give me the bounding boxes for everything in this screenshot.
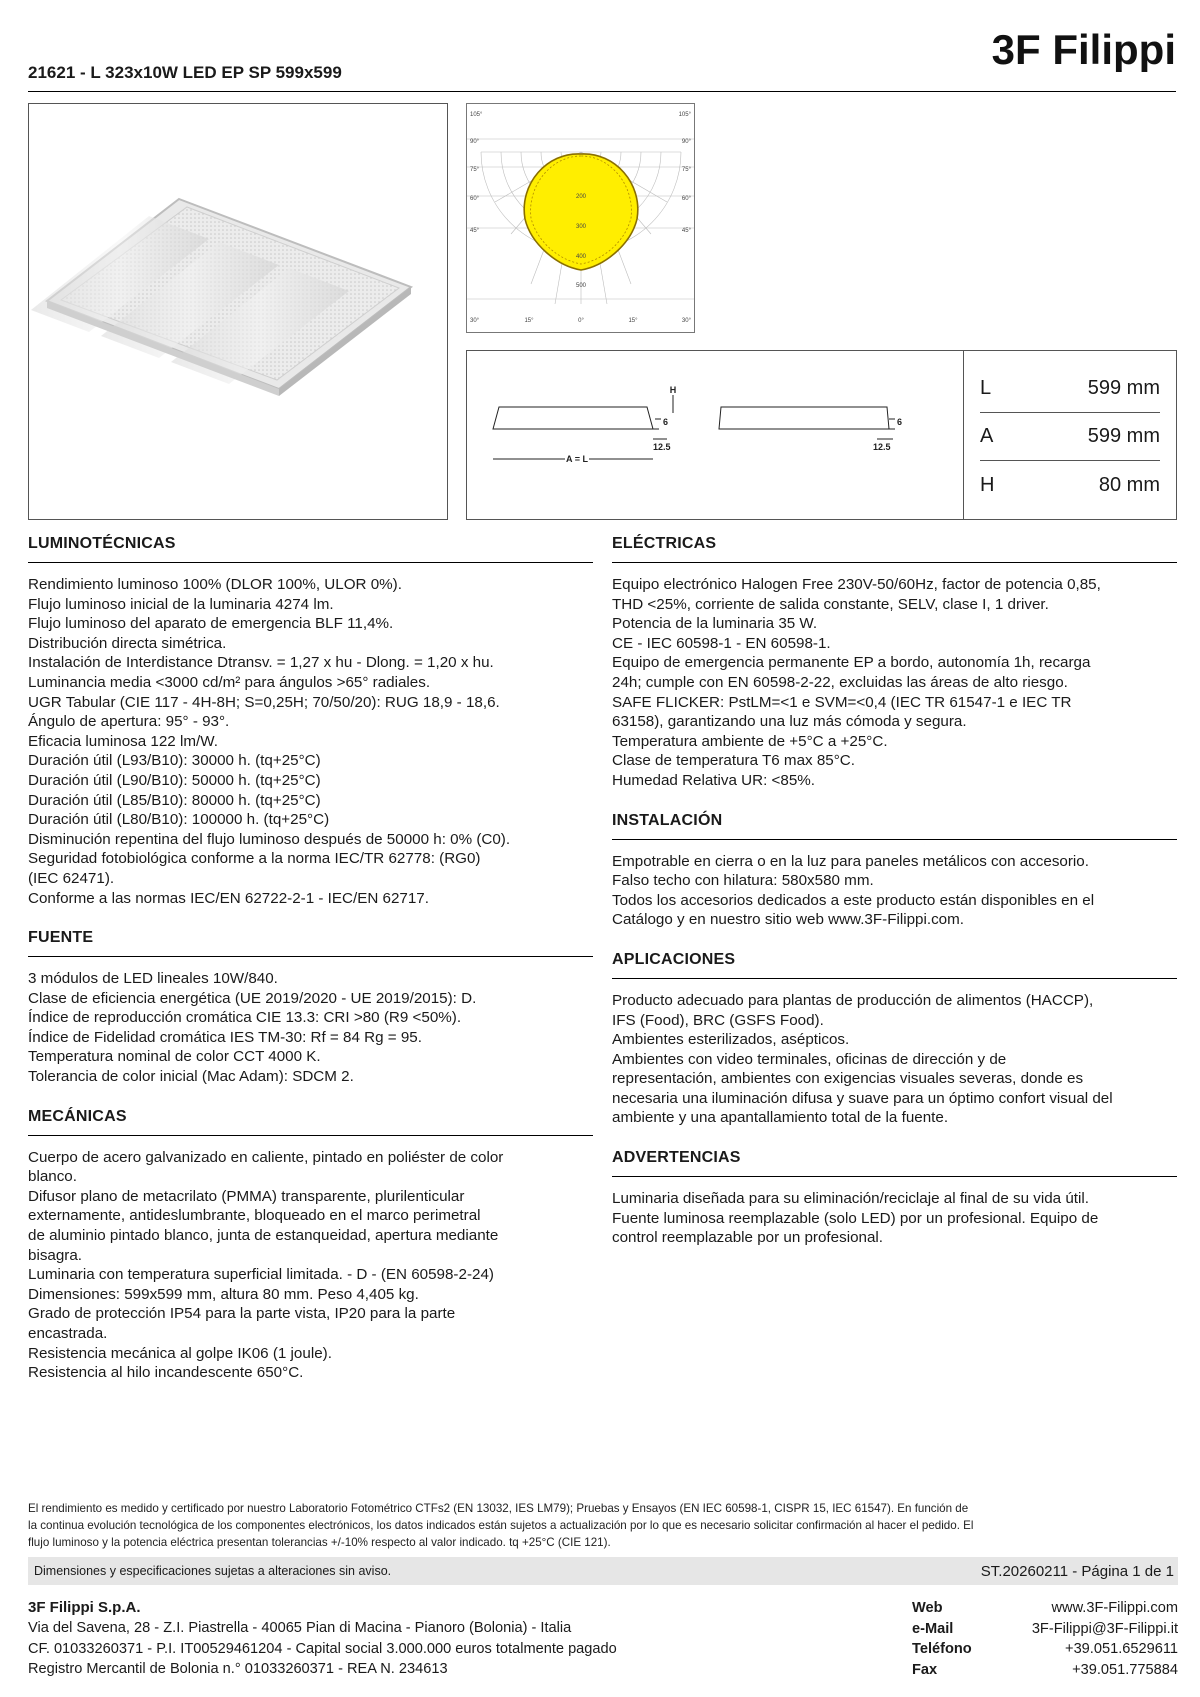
contact-info: [912, 1598, 1178, 1680]
section-heading: ADVERTENCIAS: [612, 1149, 1177, 1177]
text-line: control reemplazable por un profesional.: [612, 1229, 884, 1247]
text-line: ambiente y una apantallamiento total de la fuente.: [612, 1109, 949, 1127]
dim-label-h: H: [669, 385, 677, 395]
dimension-value: 599 mm: [1087, 377, 1160, 399]
polar-label-top-left: 105°: [470, 112, 483, 118]
text-line: Índice de reproducción cromática CIE 13.3: CRI >80 (R9 <50%).: [28, 1009, 462, 1027]
contact-value[interactable]: 3F-Filippi@3F-Filippi.it: [1031, 1620, 1178, 1637]
dimension-value: 80 mm: [1098, 473, 1160, 496]
polar-light-distribution-diagram: [466, 103, 695, 333]
section-body: [612, 1189, 1177, 1248]
text-line: SAFE FLICKER: PstLM=<1 e SVM=<0,4 (IEC TR 61547-1 e IEC TR: [612, 693, 1072, 711]
text-line: Flujo luminoso del aparato de emergencia BLF 11,4%.: [28, 615, 394, 633]
contact-value[interactable]: www.3F-Filippi.com: [1051, 1600, 1178, 1616]
text-line: Clase de eficiencia energética (UE 2019/2020 - UE 2019/2015): D.: [28, 989, 477, 1007]
legal-footnote: [28, 1500, 1178, 1551]
text-line: Fuente luminosa reemplazable (solo LED) por un profesional. Equipo de: [612, 1209, 1099, 1227]
text-line: El rendimiento es medido y certificado por nuestro Laboratorio Fotométrico CTFs2 (EN 13032, IES LM79); Pruebas y Ensayos (EN IEC 60598-1, CISPR 15, IEC 61547). En función de: [28, 1502, 969, 1515]
section-heading: APLICACIONES: [612, 951, 1177, 979]
polar-bottom-label-1: 15°: [524, 318, 534, 324]
text-line: THD <25%, corriente de salida constante, SELV, clase I, 1 driver.: [612, 595, 1049, 613]
polar-bottom-label-0: 30°: [470, 318, 480, 324]
polar-radial-label-3: 500: [575, 283, 587, 289]
text-line: Instalación de Interdistance Dtransv. = 1,27 x hu - Dlong. = 1,20 x hu.: [28, 654, 494, 672]
text-line: flujo luminoso y la potencia eléctrica presentan tolerancias +/-10% respecto al valor indicado. tq +25°C (CIE 121).: [28, 1536, 611, 1549]
text-line: (IEC 62471).: [28, 869, 115, 887]
dimension-key: L: [980, 377, 992, 399]
text-line: CF. 01033260371 - P.I. IT00529461204 - Capital social 3.000.000 euros totalmente pagado: [28, 1640, 617, 1657]
text-line: Empotrable en cierra o en la luz para paneles metálicos con accesorio.: [612, 852, 1089, 870]
polar-label-left-1: 75°: [470, 167, 480, 173]
polar-curve: [524, 154, 638, 270]
text-line: de aluminio pintado blanco, junta de estanqueidad, apertura mediante: [28, 1227, 499, 1245]
polar-label-right-0: 90°: [681, 139, 691, 145]
text-line: Via del Savena, 28 - Z.I. Piastrella - 40065 Pian di Macina - Pianoro (Bolonia) - Italia: [28, 1620, 572, 1636]
text-line: Flujo luminoso inicial de la luminaria 4274 lm.: [28, 595, 334, 613]
polar-diagram-svg: [467, 104, 694, 332]
text-line: encastrada.: [28, 1325, 108, 1342]
right-column: [612, 535, 1177, 1269]
text-line: Tolerancia de color inicial (Mac Adam): SDCM 2.: [28, 1068, 354, 1086]
text-line: CE - IEC 60598-1 - EN 60598-1.: [612, 634, 831, 652]
product-photo: [28, 103, 448, 520]
dimensions-panel: [466, 350, 1177, 520]
text-line: Clase de temperatura T6 max 85°C.: [612, 752, 855, 770]
text-line: UGR Tabular (CIE 117 - 4H-8H; S=0,25H; 70/50/20): RUG 18,9 - 18,6.: [28, 693, 500, 711]
text-line: Cuerpo de acero galvanizado en caliente, pintado en poliéster de color: [28, 1148, 504, 1166]
disclaimer-bar: [28, 1557, 1178, 1585]
document-code: ST.20260211 - Página 1 de 1: [980, 1562, 1174, 1580]
contact-value: +39.051.6529611: [1065, 1641, 1178, 1657]
text-line: Conforme a las normas IEC/EN 62722-2-1 - IEC/EN 62717.: [28, 889, 429, 907]
disclaimer-text: Dimensiones y especificaciones sujetas a alteraciones sin aviso.: [34, 1564, 392, 1578]
text-line: Duración útil (L85/B10): 80000 h. (tq+25°C): [28, 791, 321, 809]
text-line: Duración útil (L90/B10): 50000 h. (tq+25°C): [28, 771, 321, 789]
section-mecanicas: [28, 1108, 593, 1383]
text-line: Equipo de emergencia permanente EP a bordo, autonomía 1h, recarga: [612, 654, 1091, 672]
header-divider: [28, 91, 1176, 92]
dimension-key: A: [980, 425, 994, 447]
text-line: Falso techo con hilatura: 580x580 mm.: [612, 872, 874, 890]
contact-row-fax: [912, 1660, 1178, 1681]
polar-label-left-3: 45°: [470, 228, 480, 234]
dimension-value: 599 mm: [1087, 425, 1160, 447]
text-line: IFS (Food), BRC (GSFS Food).: [612, 1011, 824, 1029]
dim-label-12-5-right: 12.5: [873, 442, 891, 452]
section-heading: LUMINOTÉCNICAS: [28, 535, 593, 563]
company-info: [28, 1598, 828, 1680]
text-line: Humedad Relativa UR: <85%.: [612, 771, 816, 789]
text-line: Distribución directa simétrica.: [28, 634, 227, 652]
polar-bottom-label-4: 30°: [681, 318, 691, 324]
text-line: Equipo electrónico Halogen Free 230V-50/60Hz, factor de potencia 0,85,: [612, 576, 1101, 593]
text-line: Temperatura ambiente de +5°C a +25°C.: [612, 732, 888, 750]
section-body: [28, 575, 593, 908]
polar-bottom-label-3: 15°: [628, 318, 638, 324]
text-line: Potencia de la luminaria 35 W.: [612, 615, 818, 633]
contact-label: Teléfono: [912, 1641, 972, 1657]
section-body: [612, 991, 1177, 1128]
text-line: blanco.: [28, 1168, 77, 1186]
dim-label-a-l: A = L: [566, 454, 588, 464]
text-line: 24h; cumple con EN 60598-2-22, excluidas las áreas de alto riesgo.: [612, 673, 1068, 691]
contact-row-web: [912, 1598, 1178, 1619]
section-heading: INSTALACIÓN: [612, 812, 1177, 840]
text-line: externamente, antideslumbrante, bloqueado en el marco perimetral: [28, 1207, 481, 1225]
section-body: [28, 969, 593, 1087]
text-line: Catálogo y en nuestro sitio web www.3F-Filippi.com.: [612, 911, 964, 929]
polar-label-right-2: 60°: [681, 196, 691, 202]
company-name: 3F Filippi S.p.A.: [28, 1599, 141, 1616]
polar-label-right-3: 45°: [681, 228, 691, 234]
polar-label-left-0: 90°: [470, 139, 480, 145]
section-instalacion: [612, 812, 1177, 930]
text-line: Difusor plano de metacrilato (PMMA) transparente, plurilenticular: [28, 1187, 465, 1205]
dim-label-6-right: 6: [897, 417, 903, 427]
text-line: Todos los accesorios dedicados a este producto están disponibles en el: [612, 891, 1095, 909]
dimension-drawing: [467, 351, 963, 519]
text-line: Ambientes con video terminales, oficinas de dirección y de: [612, 1050, 1007, 1068]
text-line: Luminaria con temperatura superficial limitada. - D - (EN 60598-2-24): [28, 1266, 494, 1284]
text-line: 63158), garantizando una luz más cómoda y segura.: [612, 713, 967, 731]
polar-label-top-right: 105°: [678, 112, 691, 118]
section-body: [28, 1148, 593, 1383]
contact-value: +39.051.775884: [1072, 1661, 1178, 1678]
polar-bottom-label-2: 0°: [578, 318, 584, 324]
brand-logo: [966, 26, 1176, 72]
dim-label-12-5-left: 12.5: [653, 442, 671, 452]
text-line: Duración útil (L80/B10): 100000 h. (tq+25°C): [28, 811, 330, 829]
dim-label-6-left: 6: [663, 417, 669, 427]
text-line: Duración útil (L93/B10): 30000 h. (tq+25°C): [28, 752, 321, 770]
dimensions-table: [963, 351, 1176, 519]
text-line: Rendimiento luminoso 100% (DLOR 100%, ULOR 0%).: [28, 576, 402, 593]
section-heading: MECÁNICAS: [28, 1108, 593, 1136]
contact-row-email: [912, 1619, 1178, 1640]
polar-label-right-1: 75°: [681, 167, 691, 173]
contact-row-phone: [912, 1639, 1178, 1660]
section-body: [612, 852, 1177, 930]
section-electricas: [612, 535, 1177, 791]
text-line: Dimensiones: 599x599 mm, altura 80 mm. Peso 4,405 kg.: [28, 1285, 419, 1303]
section-advertencias: [612, 1149, 1177, 1248]
dimension-row-l: [980, 365, 1160, 413]
dimension-key: H: [980, 473, 995, 496]
section-heading: FUENTE: [28, 929, 593, 957]
section-luminotecnicas: [28, 535, 593, 908]
text-line: bisagra.: [28, 1246, 83, 1264]
left-column: [28, 535, 593, 1404]
text-line: Ángulo de apertura: 95° - 93°.: [28, 713, 230, 731]
section-body: [612, 575, 1177, 791]
luminaire-illustration: [29, 104, 447, 519]
polar-radial-label-1: 300: [575, 224, 587, 230]
text-line: representación, ambientes con exigencias visuales severas, donde es: [612, 1070, 1084, 1088]
company-address-block: [28, 1618, 828, 1680]
text-line: Seguridad fotobiológica conforme a la norma IEC/TR 62778: (RG0): [28, 850, 481, 868]
text-line: Resistencia mecánica al golpe IK06 (1 joule).: [28, 1344, 332, 1362]
polar-radial-label-0: 200: [575, 194, 587, 200]
text-line: Ambientes esterilizados, asépticos.: [612, 1031, 850, 1049]
text-line: Disminución repentina del flujo luminoso después de 50000 h: 0% (C0).: [28, 830, 511, 848]
contact-label: Web: [912, 1600, 943, 1616]
text-line: Temperatura nominal de color CCT 4000 K.: [28, 1048, 321, 1066]
text-line: Luminancia media <3000 cd/m² para ángulos >65° radiales.: [28, 673, 431, 691]
text-line: Eficacia luminosa 122 lm/W.: [28, 732, 218, 750]
text-line: Luminaria diseñada para su eliminación/reciclaje al final de su vida útil.: [612, 1190, 1089, 1208]
dimension-row-h: [980, 461, 1160, 509]
polar-label-left-2: 60°: [470, 196, 480, 202]
text-line: Índice de Fidelidad cromática IES TM-30: Rf = 84 Rg = 95.: [28, 1028, 422, 1046]
text-line: 3 módulos de LED lineales 10W/840.: [28, 970, 278, 988]
section-heading: ELÉCTRICAS: [612, 535, 1177, 563]
logo-text: 3F Filippi: [991, 26, 1176, 72]
contact-label: Fax: [912, 1661, 938, 1678]
contact-label: e-Mail: [912, 1620, 954, 1637]
section-aplicaciones: [612, 951, 1177, 1128]
text-line: la continua evolución tecnológica de los componentes electrónicos, los datos indicados están sujetos a actualización por lo que es necesario solicitar confirmación al hacer el pedido. El: [28, 1519, 974, 1532]
text-line: Registro Mercantil de Bolonia n.° 01033260371 - REA N. 234613: [28, 1661, 448, 1677]
text-line: Resistencia al hilo incandescente 650°C.: [28, 1364, 304, 1382]
polar-radial-label-2: 400: [575, 254, 587, 260]
dimension-row-a: [980, 413, 1160, 461]
text-line: necesaria una iluminación difusa y suave para un óptimo confort visual del: [612, 1089, 1113, 1107]
section-fuente: [28, 929, 593, 1087]
product-title: 21621 - L 323x10W LED EP SP 599x599: [28, 63, 342, 82]
text-line: Producto adecuado para plantas de producción de alimentos (HACCP),: [612, 991, 1094, 1009]
text-line: Grado de protección IP54 para la parte vista, IP20 para la parte: [28, 1305, 456, 1323]
